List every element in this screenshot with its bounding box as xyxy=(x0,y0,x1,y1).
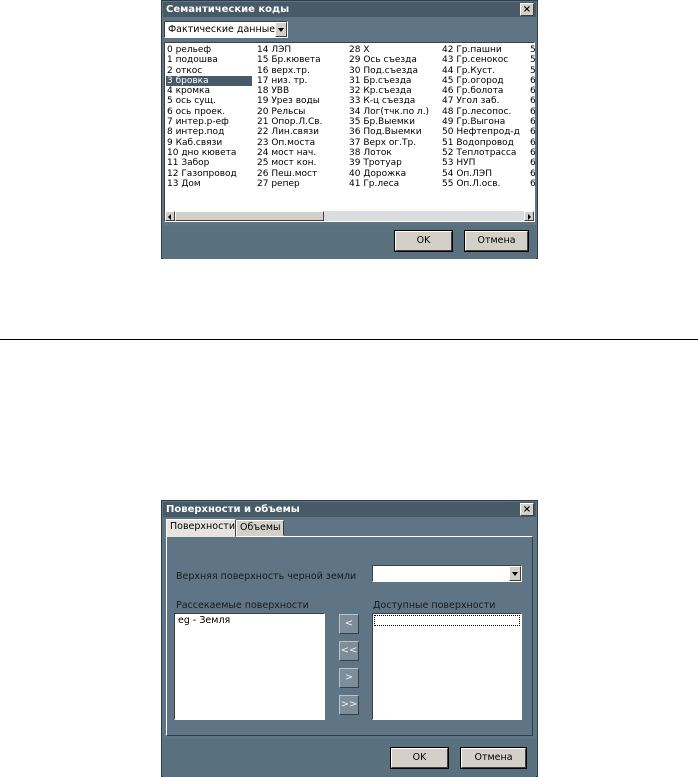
close-icon: × xyxy=(522,4,532,15)
list-item[interactable]: 36 Под.Выемки xyxy=(349,127,422,138)
list-item[interactable]: 16 верх.тр. xyxy=(257,65,310,76)
close-button[interactable] xyxy=(520,3,534,16)
list-item[interactable]: 18 УВВ xyxy=(257,86,290,97)
list-item[interactable]: 10 дно кювета xyxy=(167,147,237,158)
list-item[interactable]: 33 К-ц съезда xyxy=(349,96,416,107)
list-item[interactable]: 17 низ. тр. xyxy=(257,75,308,86)
scroll-right-button[interactable] xyxy=(524,211,534,221)
list-item[interactable]: 2 откос xyxy=(167,65,203,76)
list-item[interactable]: 47 Угол заб. xyxy=(442,96,500,107)
codes-column-3 xyxy=(348,45,429,189)
list-item[interactable]: 6 xyxy=(530,168,536,179)
ok-button[interactable]: OK xyxy=(391,748,448,768)
surfaces-volumes-dialog xyxy=(161,500,538,777)
dialog-title: Семантические коды xyxy=(166,4,290,15)
page-separator xyxy=(0,339,698,340)
list-item[interactable]: 29 Ось съезда xyxy=(349,55,417,66)
list-item[interactable]: 46 Гр.болота xyxy=(442,86,504,97)
cut-surfaces-label: Рассекаемые поверхности xyxy=(176,600,309,611)
close-icon: × xyxy=(522,504,532,515)
list-item[interactable]: 6 xyxy=(530,178,536,189)
cancel-button[interactable]: Отмена xyxy=(461,748,526,768)
list-item[interactable]: 41 Гр.леса xyxy=(349,178,400,189)
close-button[interactable] xyxy=(520,503,534,516)
top-surface-select[interactable] xyxy=(372,565,522,582)
list-item[interactable]: 6 xyxy=(530,75,536,86)
list-item[interactable]: 14 ЛЭП xyxy=(257,45,292,55)
data-type-select[interactable] xyxy=(164,21,288,38)
list-item[interactable]: 45 Гр.огород xyxy=(442,75,504,86)
horizontal-scrollbar[interactable] xyxy=(165,211,534,221)
scrollbar-thumb[interactable] xyxy=(175,211,324,221)
list-item[interactable]: 15 Бр.кювета xyxy=(257,55,321,66)
ok-button[interactable]: OK xyxy=(395,231,452,251)
dialog-title-bar[interactable] xyxy=(163,502,536,517)
move-left-button[interactable]: < xyxy=(339,614,359,634)
available-surfaces-label: Доступные поверхности xyxy=(373,600,496,611)
list-item[interactable]: 43 Гр.сенокос xyxy=(442,55,509,66)
list-item[interactable]: 6 xyxy=(530,158,536,169)
list-item[interactable]: 42 Гр.пашни xyxy=(442,45,502,55)
focus-row[interactable] xyxy=(374,615,520,626)
dialog-footer xyxy=(163,739,536,777)
data-type-select-value: Фактические данные xyxy=(168,24,276,35)
list-item[interactable]: 49 Гр.Выгона xyxy=(442,117,506,128)
list-item[interactable]: 5 xyxy=(530,55,536,66)
list-item[interactable]: 38 Лоток xyxy=(349,147,392,158)
dialog-footer xyxy=(163,225,536,259)
cut-surfaces-list[interactable] xyxy=(174,613,325,720)
list-item[interactable]: 5 xyxy=(530,45,536,55)
list-item[interactable]: 53 НУП xyxy=(442,158,476,169)
cancel-button[interactable]: Отмена xyxy=(465,231,528,251)
list-item[interactable]: 6 xyxy=(530,96,536,107)
list-item[interactable]: 21 Опор.Л.Св. xyxy=(257,117,323,128)
list-item[interactable]: 52 Теплотрасса xyxy=(442,147,517,158)
semantic-codes-list[interactable] xyxy=(164,42,535,222)
list-item[interactable]: 25 мост кон. xyxy=(257,158,317,169)
list-item[interactable]: 39 Тротуар xyxy=(349,158,402,169)
list-item[interactable]: 6 xyxy=(530,137,536,148)
list-item[interactable]: 35 Бр.Выемки xyxy=(349,117,415,128)
list-item[interactable]: 50 Нефтепрод-д xyxy=(442,127,520,138)
list-item[interactable]: 6 xyxy=(530,147,536,158)
dialog-title: Поверхности и объемы xyxy=(166,504,300,515)
list-item[interactable]: 32 Кр.съезда xyxy=(349,86,412,97)
list-item[interactable]: 13 Дом xyxy=(167,178,201,189)
list-item[interactable]: 55 Оп.Л.осв. xyxy=(442,178,501,189)
list-item[interactable]: eg - Земля xyxy=(178,615,231,626)
list-item[interactable]: 19 Урез воды xyxy=(257,96,320,107)
list-item[interactable]: 6 ось проек. xyxy=(167,106,226,117)
list-item[interactable]: 26 Пеш.мост xyxy=(257,168,318,179)
tab-volumes[interactable]: Объемы xyxy=(236,520,284,536)
scroll-left-button[interactable] xyxy=(165,211,175,221)
dialog-title-bar[interactable] xyxy=(163,2,536,17)
list-item[interactable]: 40 Дорожка xyxy=(349,168,407,179)
codes-column-5 xyxy=(529,45,536,189)
list-item[interactable]: 6 xyxy=(530,106,536,117)
list-item[interactable]: 12 Газопровод xyxy=(167,168,237,179)
list-item[interactable]: 48 Гр.лесопос. xyxy=(442,106,512,117)
list-item[interactable]: 37 Верх ог.Тр. xyxy=(349,137,417,148)
list-item[interactable]: 6 xyxy=(530,117,536,128)
list-item[interactable]: 4 кромка xyxy=(167,86,210,97)
available-surfaces-list[interactable] xyxy=(372,613,522,720)
list-item[interactable]: 23 Оп.моста xyxy=(257,137,316,148)
list-item[interactable]: 54 Оп.ЛЭП xyxy=(442,168,492,179)
list-item[interactable]: 3 бровка xyxy=(166,76,252,86)
codes-column-4 xyxy=(441,45,520,189)
chevron-down-icon[interactable] xyxy=(509,566,521,581)
codes-column-2 xyxy=(256,45,322,189)
semantic-codes-dialog xyxy=(161,0,538,259)
list-item[interactable]: 5 xyxy=(530,65,536,76)
list-item[interactable]: 27 репер xyxy=(257,178,300,189)
list-item[interactable]: 9 Каб.связи xyxy=(167,137,223,148)
list-item[interactable]: 6 xyxy=(530,127,536,138)
list-item[interactable]: 34 Лог(тчк.по л.) xyxy=(349,106,430,117)
list-item[interactable]: 51 Водопровод xyxy=(442,137,514,148)
list-item[interactable]: 5 ось сущ. xyxy=(167,96,216,107)
surfaces-tab-panel xyxy=(166,536,533,736)
list-item[interactable]: 1 подошва xyxy=(167,55,218,66)
codes-column-1 xyxy=(166,45,252,189)
list-item[interactable]: 8 интер.под xyxy=(167,127,225,138)
list-item[interactable]: 30 Под.съезда xyxy=(349,65,419,76)
chevron-down-icon[interactable] xyxy=(275,22,287,37)
list-item[interactable]: 20 Рельсы xyxy=(257,106,306,117)
list-item[interactable]: 44 Гр.Куст. xyxy=(442,65,496,76)
list-item[interactable]: 6 xyxy=(530,86,536,97)
move-all-right-button[interactable]: >> xyxy=(339,695,359,715)
list-item[interactable]: 7 интер.р-еф xyxy=(167,117,229,128)
list-item[interactable]: 28 X xyxy=(349,45,370,55)
top-surface-label: Верхняя поверхность черной земли xyxy=(176,571,357,582)
list-item[interactable]: 24 мост нач. xyxy=(257,147,317,158)
list-item[interactable]: 11 Забор xyxy=(167,158,210,169)
list-item[interactable]: 31 Бр.съезда xyxy=(349,75,412,86)
list-item[interactable]: 22 Лин.связи xyxy=(257,127,319,138)
list-item[interactable]: 0 рельеф xyxy=(167,45,212,55)
move-right-button[interactable]: > xyxy=(339,668,359,688)
move-all-left-button[interactable]: << xyxy=(339,641,359,661)
tab-surfaces[interactable]: Поверхности xyxy=(166,519,236,537)
